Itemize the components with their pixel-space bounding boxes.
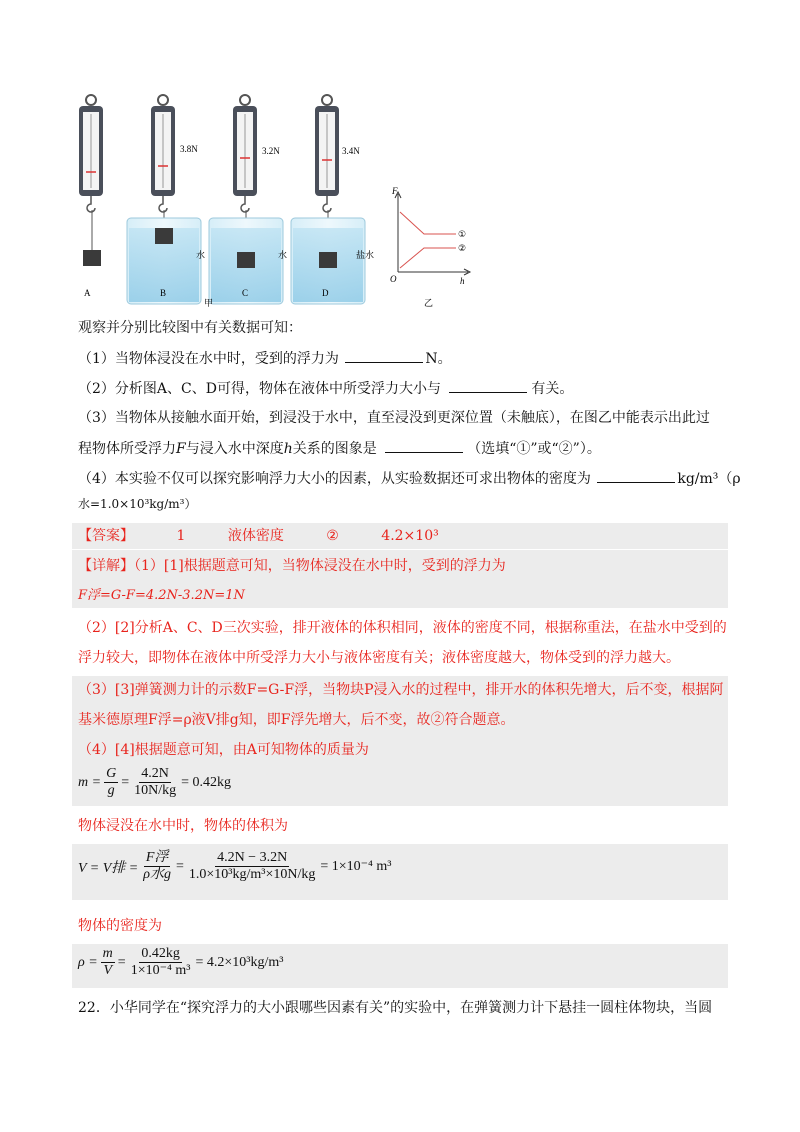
label-a: A: [84, 288, 91, 298]
density-lhs: ρ =: [78, 954, 98, 970]
q1-blank[interactable]: [345, 348, 423, 363]
volume-intro: 物体浸没在水中时，物体的体积为: [78, 818, 288, 834]
volume-num-1: F浮: [145, 850, 169, 865]
answer-3: ②: [326, 528, 339, 544]
label-yi: 乙: [424, 299, 434, 309]
q1-text: （1）当物体浸没在水中时，受到的浮力为: [78, 351, 339, 367]
q3-tail: （选填“①”或“②”）。: [467, 441, 601, 457]
mass-formula: m = $\frac{G}{g}$ = $\frac{4.2N}{10N/kg}$ = 0.42kg: [78, 766, 231, 798]
mass-den-2: 10N/kg: [134, 783, 177, 798]
graph-yi: [390, 186, 470, 309]
reading-d: 3.4N: [342, 146, 360, 156]
label-d: D: [322, 288, 329, 298]
graph-x-label: h: [460, 276, 465, 286]
explain-p3b: 基米德原理F浮=ρ液V排g知，即F浮先增大，后不变，故②符合题意。: [78, 712, 515, 728]
volume-den-1: ρ水g: [143, 867, 171, 882]
scale-c: [209, 95, 283, 304]
graph-y-label: F: [392, 186, 398, 196]
volume-den-2: 1.0×10³kg/m³×10N/kg: [188, 867, 316, 882]
q2-post: 有关。: [531, 381, 574, 397]
q3-pre: 程物体所受浮力: [78, 441, 176, 457]
density-num-2: 0.42kg: [141, 946, 180, 961]
next-question: 22．小华同学在“探究浮力的大小跟哪些因素有关”的实验中，在弹簧测力计下悬挂一圆柱体物块，当圆: [78, 1000, 713, 1016]
explain-p1: [78, 556, 506, 576]
answer-4: 4.2×10³: [381, 528, 439, 544]
volume-num-2: 4.2N − 3.2N: [217, 850, 288, 865]
liquid-b: 水: [196, 251, 206, 261]
explain-p3a: （3）[3]弹簧测力计的示数F=G-F浮，当物块P浸入水的过程中，排开水的体积先增大，后不变，根据阿: [78, 682, 724, 698]
question-4-line2: 水=1.0×10³kg/m³）: [78, 497, 197, 511]
label-b: B: [160, 288, 167, 298]
density-formula: ρ = $\frac{m}{V}$ = $\frac{0.42kg}{\text{1×10⁻⁴ m³}}$ = 4.2×10³kg/m³: [78, 946, 284, 978]
q2-blank[interactable]: [449, 378, 527, 393]
mass-num-2: 4.2N: [141, 766, 169, 781]
volume-result: = 1×10⁻⁴ m³: [320, 859, 392, 874]
density-num-1: m: [102, 946, 113, 961]
q3-h: h: [283, 441, 293, 457]
density-frac-2: [129, 946, 193, 979]
liquid-c: 水: [278, 251, 288, 261]
scale-b: [127, 95, 201, 304]
q3-post: 关系的图象是: [292, 441, 377, 457]
density-result: = 4.2×10³kg/m³: [195, 954, 284, 970]
q3-blank[interactable]: [385, 438, 463, 453]
label-c: C: [242, 288, 249, 298]
density-frac-1: [101, 946, 115, 979]
question-4-line1: [78, 468, 741, 489]
question-3-line1: （3）当物体从接触水面开始，到浸没于水中，直至浸没到更深位置（未触底），在图乙中能表示出此过: [78, 410, 710, 426]
explain-p1-text: （1）[1]根据题意可知，当物体浸没在水中时，受到的浮力为: [134, 558, 506, 574]
reading-b: 3.8N: [180, 144, 198, 154]
mass-result: = 0.42kg: [181, 774, 231, 790]
density-den-1: V: [103, 963, 113, 978]
label-jia: 甲: [204, 299, 214, 309]
curve-2-label: ②: [458, 244, 467, 254]
answer-label: 【答案】: [78, 528, 134, 544]
volume-frac-1: [141, 850, 173, 883]
mass-lhs: m =: [78, 774, 102, 790]
explain-p4: （4）[4]根据题意可知，由A可知物体的质量为: [78, 742, 369, 758]
scale-d: [291, 95, 365, 304]
answer-line: [78, 526, 439, 546]
q4-unit: kg/m³（ρ: [677, 471, 741, 487]
question-2: [78, 378, 573, 399]
experiment-figure: [70, 92, 490, 312]
q4-text: （4）本实验不仅可以探究影响浮力大小的因素，从实验数据还可求出物体的密度为: [78, 471, 591, 487]
liquid-d: 盐水: [356, 251, 375, 261]
volume-frac-2: [187, 850, 317, 883]
curve-1-label: ①: [458, 230, 467, 240]
q3-F: F: [176, 441, 186, 457]
spring-scale-diagram: [70, 92, 490, 312]
intro-text: 观察并分别比较图中有关数据可知：: [78, 320, 302, 336]
graph-origin: O: [390, 274, 397, 284]
volume-lhs: V = V排 =: [78, 860, 139, 876]
q1-post: N。: [425, 351, 452, 367]
explain-label: 【详解】: [78, 558, 134, 574]
explain-p1-formula: F浮=G-F=4.2N-3.2N=1N: [78, 588, 245, 603]
answer-1: 1: [176, 528, 186, 544]
mass-den-1: g: [107, 783, 115, 798]
question-3-line2: [78, 438, 601, 459]
explain-p2a: （2）[2]分析A、C、D三次实验，排开液体的体积相同，液体的密度不同，根据称重法，在盐水中受到的: [78, 620, 727, 636]
q3-mid: 与浸入水中深度: [185, 441, 284, 457]
explain-p2b: 浮力较大，即物体在液体中所受浮力大小与液体密度有关；液体密度越大，物体受到的浮力越大。: [78, 650, 680, 666]
density-den-2: 1×10⁻⁴ m³: [130, 963, 191, 978]
question-1: [78, 348, 452, 369]
mass-frac-1: [104, 766, 118, 799]
answer-2: 液体密度: [227, 528, 284, 544]
q2-text: （2）分析图A、C、D可得，物体在液体中所受浮力大小与: [78, 381, 441, 397]
q4-blank[interactable]: [597, 468, 675, 483]
density-intro: 物体的密度为: [78, 918, 162, 934]
volume-formula: V = V排 = $\frac{\text{F浮}}{\text{ρ水g}}$ = $\frac{4.2N - 3.2N}{\text{1.0×10³kg/m³×10N/kg}}$ = 1×10⁻⁴ m³: [78, 850, 392, 882]
reading-c: 3.2N: [262, 146, 280, 156]
mass-frac-2: [132, 766, 178, 799]
mass-num-1: G: [106, 766, 117, 781]
scale-a: [79, 95, 103, 266]
